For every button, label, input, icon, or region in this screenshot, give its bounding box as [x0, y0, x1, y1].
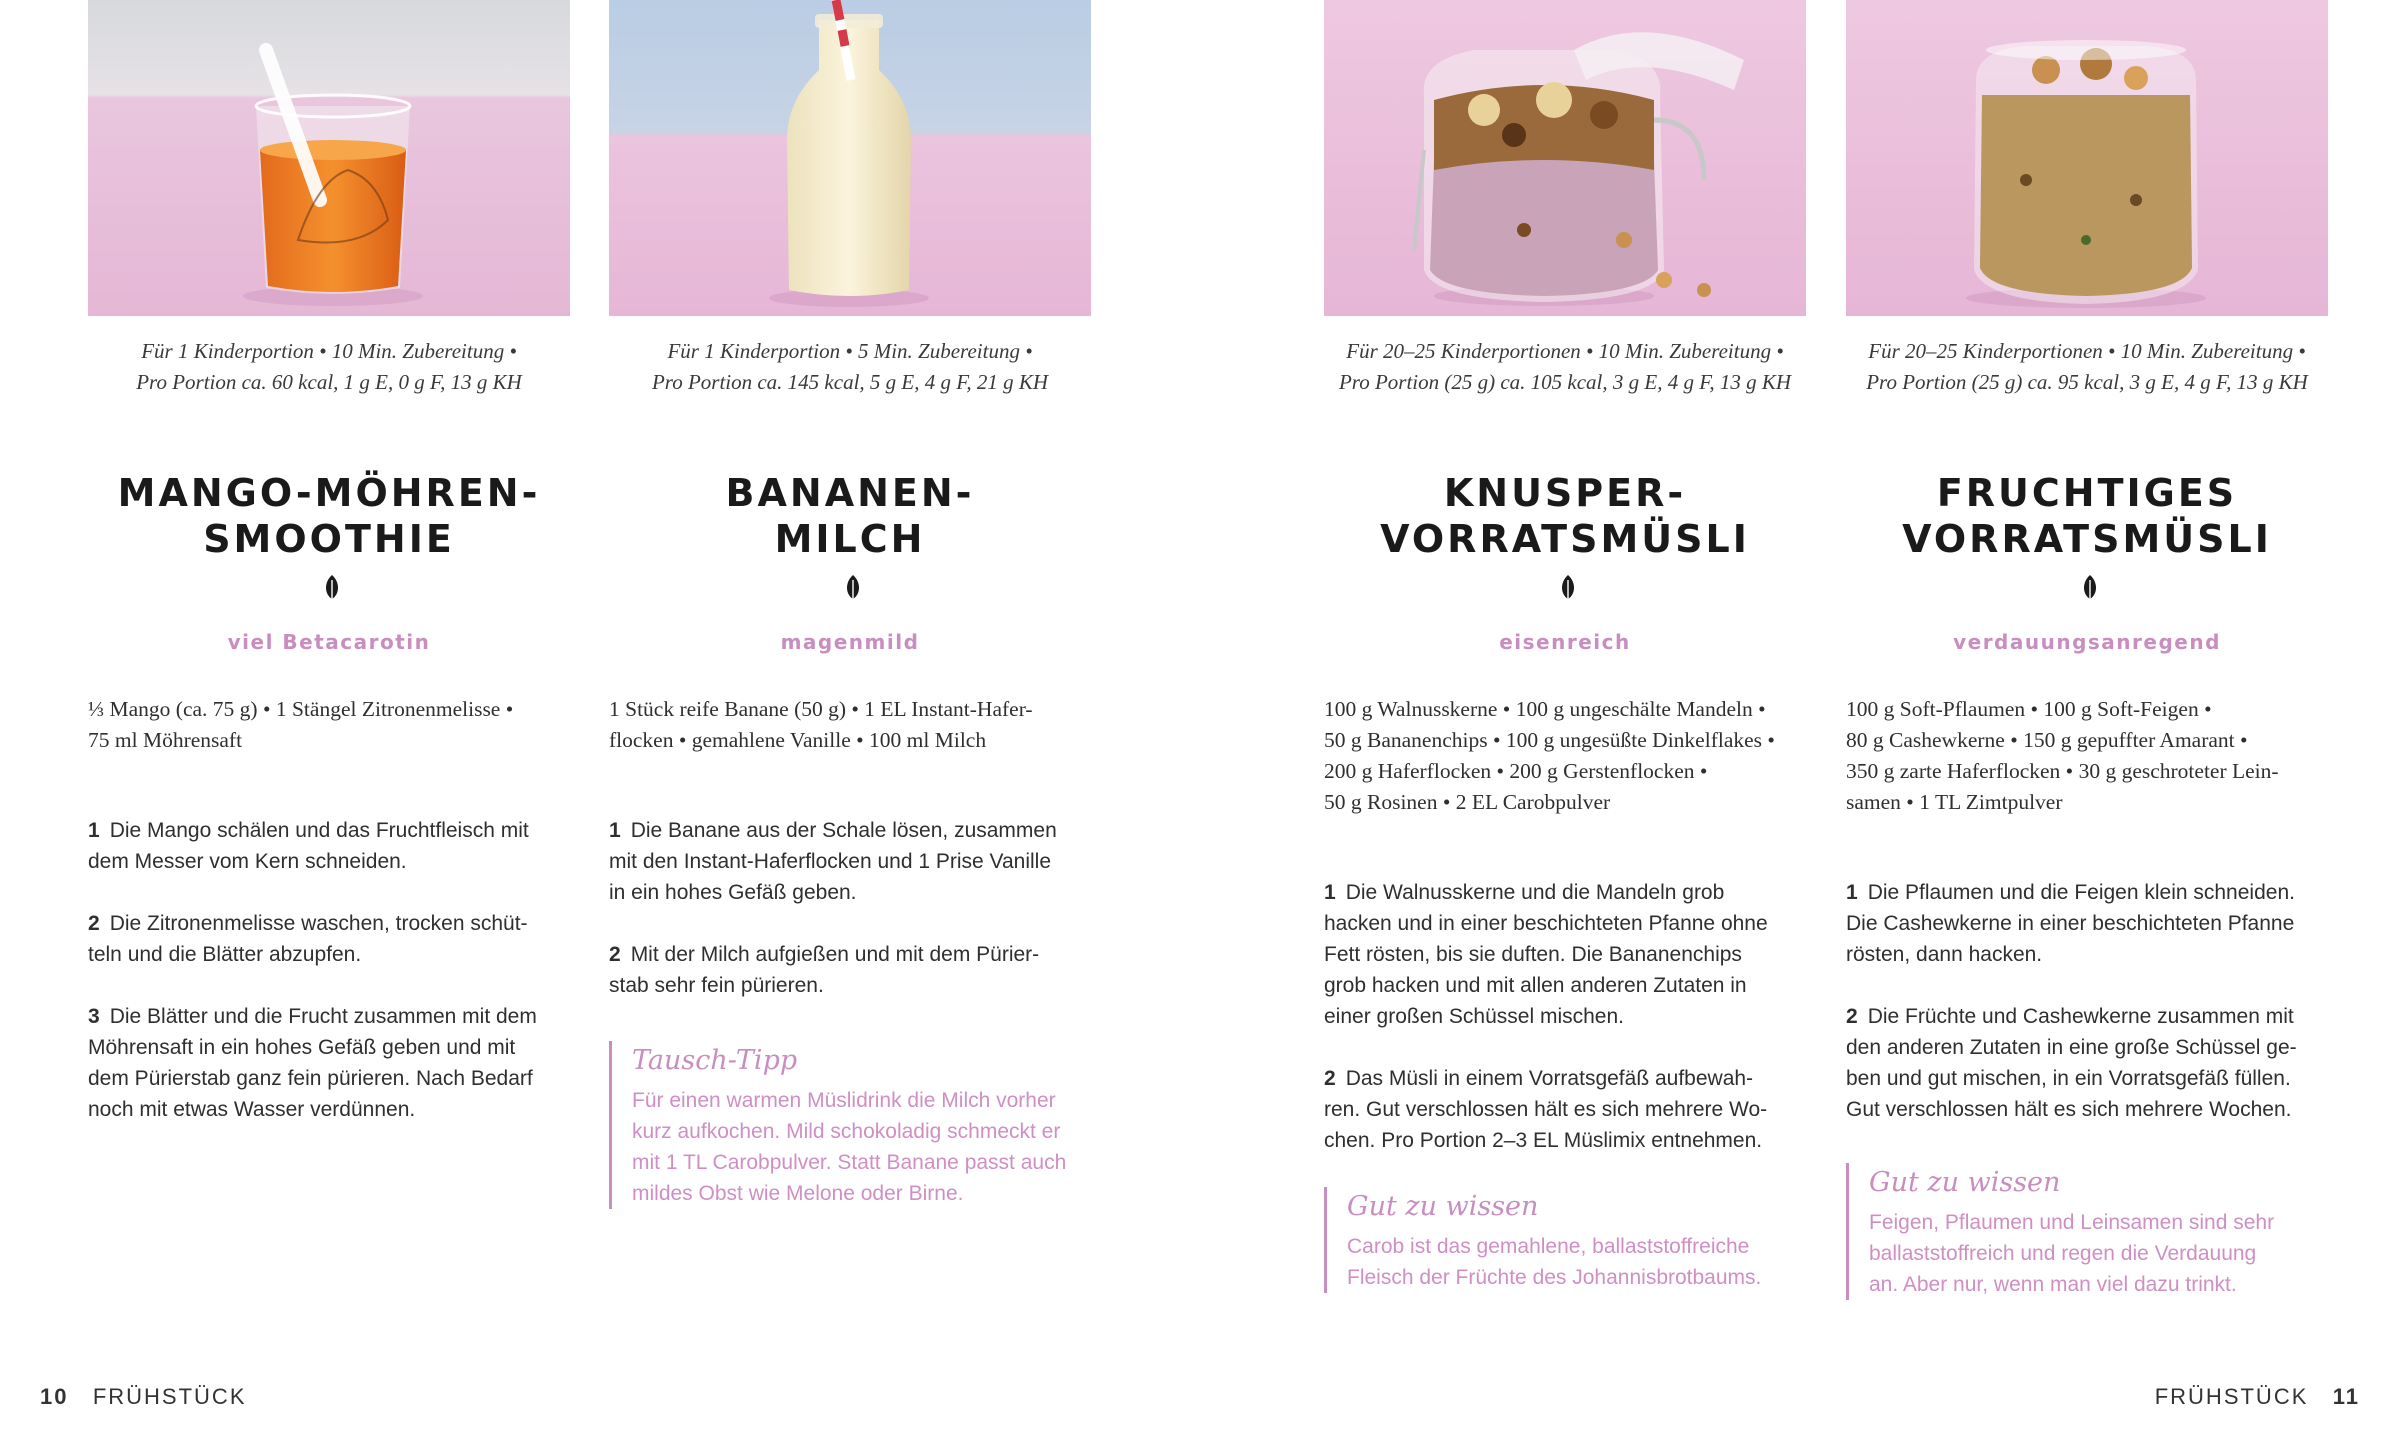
smoothie-glass-illustration — [88, 0, 570, 316]
recipe-title — [1324, 470, 1806, 608]
muesli-jar-illustration — [1846, 0, 2328, 316]
muesli-jar-photo — [1324, 0, 1806, 316]
info-box — [1846, 1163, 2328, 1300]
step-list — [609, 815, 1091, 1001]
recipe-meta — [1846, 336, 2328, 398]
step-text: Die Blätter und die Frucht zusammen mit dem — [109, 1005, 537, 1028]
step-number: 3 — [88, 1005, 100, 1028]
step-text: Möhrensaft in ein hohes Gefäß geben und mit — [88, 1036, 516, 1059]
recipe-fruchtiges-muesli — [1846, 0, 2328, 1300]
recipe-meta — [1324, 336, 1806, 398]
tip-text — [632, 1085, 1091, 1209]
ingredient-line: flocken • gemahlene Vanille • 100 ml Milch — [609, 728, 987, 752]
leaf-icon — [844, 574, 862, 602]
smoothie-glass-photo — [88, 0, 570, 316]
info-box — [1324, 1187, 1806, 1293]
milk-bottle-illustration — [609, 0, 1091, 316]
page-number: 10 — [40, 1384, 69, 1409]
step-text: noch mit etwas Wasser verdünnen. — [88, 1098, 416, 1121]
portion-info: Für 1 Kinderportion • 5 Min. Zubereitung • — [667, 339, 1033, 363]
step — [88, 1001, 570, 1125]
step-number: 1 — [88, 819, 100, 842]
recipe-subtitle: verdauungsanregend — [1953, 630, 2221, 654]
recipe-title-line: VORRATSMÜSLI — [1902, 517, 2272, 561]
ingredient-list — [88, 694, 570, 787]
step-text: Die Banane aus der Schale lösen, zusammen — [630, 819, 1057, 842]
recipe-subtitle: magenmild — [780, 630, 920, 654]
step-number: 2 — [1324, 1067, 1336, 1090]
page-footer-left — [40, 1384, 247, 1410]
step — [1846, 1001, 2328, 1125]
info-line: an. Aber nur, wenn man viel dazu trinkt. — [1869, 1273, 2237, 1296]
step-text: Die Mango schälen und das Fruchtfleisch mit — [109, 819, 529, 842]
step-text: einer großen Schüssel mischen. — [1324, 1005, 1624, 1028]
step-text: hacken und in einer beschichteten Pfanne ohne — [1324, 912, 1768, 935]
milk-bottle-photo — [609, 0, 1091, 316]
step-text: ren. Gut verschlossen hält es sich mehrere Wo- — [1324, 1098, 1768, 1121]
recipe-title-line: BANANEN- — [725, 471, 975, 515]
recipe-title — [88, 470, 570, 608]
step-text: Die Cashewkerne in einer beschichteten Pfanne — [1846, 912, 2295, 935]
ingredient-line: 100 g Walnusskerne • 100 g ungeschälte Mandeln • — [1324, 697, 1766, 721]
recipe-title-line: FRUCHTIGES — [1936, 471, 2238, 515]
info-text — [1347, 1231, 1806, 1293]
step-text: Fett rösten, bis sie duften. Die Bananenchips — [1324, 943, 1742, 966]
nutrition-info: Pro Portion ca. 145 kcal, 5 g E, 4 g F, 21 g KH — [651, 370, 1049, 394]
step-text: Die Pflaumen und die Feigen klein schneiden. — [1867, 881, 2295, 904]
step-text: teln und die Blätter abzupfen. — [88, 943, 362, 966]
step-text: grob hacken und mit allen anderen Zutaten in — [1324, 974, 1747, 997]
ingredient-line: 75 ml Möhrensaft — [88, 728, 243, 752]
page-footer-right — [2155, 1384, 2360, 1410]
tip-line: mildes Obst wie Melone oder Birne. — [632, 1182, 964, 1205]
info-line: Carob ist das gemahlene, ballaststoffreiche — [1347, 1235, 1750, 1258]
step — [88, 815, 570, 877]
tip-line: kurz aufkochen. Mild schokoladig schmeckt er — [632, 1120, 1061, 1143]
leaf-icon — [323, 574, 341, 602]
nutrition-info: Pro Portion (25 g) ca. 95 kcal, 3 g E, 4 g F, 13 g KH — [1866, 370, 2308, 394]
leaf-icon — [1559, 574, 1577, 602]
ingredient-line: 200 g Haferflocken • 200 g Gerstenflocken • — [1324, 759, 1708, 783]
ingredient-line: samen • 1 TL Zimtpulver — [1846, 790, 2063, 814]
ingredient-list — [1324, 694, 1806, 849]
step-text: Das Müsli in einem Vorratsgefäß aufbewah- — [1345, 1067, 1754, 1090]
ingredient-line: 50 g Bananenchips • 100 g ungesüßte Dinkelflakes • — [1324, 728, 1775, 752]
step — [1846, 877, 2328, 970]
recipe-title-line: SMOOTHIE — [203, 517, 455, 561]
step-number: 2 — [88, 912, 100, 935]
step-list — [1324, 877, 1806, 1156]
muesli-jar-photo — [1846, 0, 2328, 316]
step-text: chen. Pro Portion 2–3 EL Müslimix entnehmen. — [1324, 1129, 1763, 1152]
step-list — [88, 815, 570, 1125]
step-text: ben und gut mischen, in ein Vorratsgefäß füllen. — [1846, 1067, 2291, 1090]
section-name: FRÜHSTÜCK — [92, 1384, 247, 1409]
portion-info: Für 20–25 Kinderportionen • 10 Min. Zubereitung • — [1868, 339, 2306, 363]
ingredient-line: 80 g Cashewkerne • 150 g gepuffter Amarant • — [1846, 728, 2248, 752]
nutrition-info: Pro Portion ca. 60 kcal, 1 g E, 0 g F, 13 g KH — [136, 370, 522, 394]
step — [609, 939, 1091, 1001]
info-line: Fleisch der Früchte des Johannisbrotbaums. — [1347, 1266, 1762, 1289]
recipe-title-line: KNUSPER- — [1443, 471, 1687, 515]
ingredient-line: 100 g Soft-Pflaumen • 100 g Soft-Feigen • — [1846, 697, 2212, 721]
ingredient-line: 350 g zarte Haferflocken • 30 g geschroteter Lein- — [1846, 759, 2279, 783]
step-text: dem Messer vom Kern schneiden. — [88, 850, 407, 873]
step-text: Die Walnusskerne und die Mandeln grob — [1345, 881, 1725, 904]
step-number: 2 — [1846, 1005, 1858, 1028]
portion-info: Für 1 Kinderportion • 10 Min. Zubereitung • — [141, 339, 517, 363]
leaf-icon — [2081, 574, 2099, 602]
recipe-title-line: MILCH — [774, 517, 926, 561]
recipe-knusper-muesli — [1324, 0, 1806, 1293]
step-text: rösten, dann hacken. — [1846, 943, 2043, 966]
section-name: FRÜHSTÜCK — [2154, 1384, 2309, 1409]
ingredient-line: 1 Stück reife Banane (50 g) • 1 EL Instant-Hafer- — [609, 697, 1033, 721]
portion-info: Für 20–25 Kinderportionen • 10 Min. Zubereitung • — [1346, 339, 1784, 363]
step-text: den anderen Zutaten in eine große Schüssel ge- — [1846, 1036, 2297, 1059]
nutrition-info: Pro Portion (25 g) ca. 105 kcal, 3 g E, 4 g F, 13 g KH — [1338, 370, 1792, 394]
recipe-title-line: VORRATSMÜSLI — [1380, 517, 1750, 561]
recipe-bananenmilch — [609, 0, 1091, 1209]
ingredient-line: 50 g Rosinen • 2 EL Carobpulver — [1324, 790, 1611, 814]
info-title: Gut zu wissen — [1347, 1191, 1539, 1222]
tip-box — [609, 1041, 1091, 1209]
step-list — [1846, 877, 2328, 1125]
info-text — [1869, 1207, 2328, 1300]
step-text: Die Früchte und Cashewkerne zusammen mit — [1867, 1005, 2294, 1028]
step-number: 1 — [1846, 881, 1858, 904]
tip-line: Für einen warmen Müslidrink die Milch vorher — [632, 1089, 1056, 1112]
ingredient-list — [1846, 694, 2328, 849]
step-text: Mit der Milch aufgießen und mit dem Pürier- — [630, 943, 1040, 966]
step-number: 1 — [1324, 881, 1336, 904]
step-text: stab sehr fein pürieren. — [609, 974, 824, 997]
step-number: 2 — [609, 943, 621, 966]
step — [609, 815, 1091, 908]
tip-title: Tausch-Tipp — [632, 1045, 798, 1076]
muesli-jar-illustration — [1324, 0, 1806, 316]
tip-line: mit 1 TL Carobpulver. Statt Banane passt auch — [632, 1151, 1067, 1174]
recipe-mango-smoothie — [88, 0, 570, 1156]
recipe-title — [609, 470, 1091, 608]
recipe-meta — [609, 336, 1091, 398]
step-text: Gut verschlossen hält es sich mehrere Wochen. — [1846, 1098, 2292, 1121]
step-text: mit den Instant-Haferflocken und 1 Prise Vanille — [609, 850, 1052, 873]
recipe-subtitle: viel Betacarotin — [227, 630, 431, 654]
recipe-subtitle: eisenreich — [1499, 630, 1631, 654]
ingredient-list — [609, 694, 1091, 787]
info-line: ballaststoffreich und regen die Verdauung — [1869, 1242, 2257, 1265]
step-number: 1 — [609, 819, 621, 842]
step-text: in ein hohes Gefäß geben. — [609, 881, 857, 904]
step — [88, 908, 570, 970]
step — [1324, 1063, 1806, 1156]
step-text: Die Zitronenmelisse waschen, trocken schüt- — [109, 912, 528, 935]
ingredient-line: ⅓ Mango (ca. 75 g) • 1 Stängel Zitronenmelisse • — [88, 697, 514, 721]
page-number: 11 — [2332, 1384, 2360, 1409]
recipe-meta — [88, 336, 570, 398]
info-line: Feigen, Pflaumen und Leinsamen sind sehr — [1869, 1211, 2275, 1234]
step-text: dem Pürierstab ganz fein pürieren. Nach Bedarf — [88, 1067, 533, 1090]
step — [1324, 877, 1806, 1032]
recipe-title — [1846, 470, 2328, 608]
info-title: Gut zu wissen — [1869, 1167, 2061, 1198]
recipe-title-line: MANGO-MÖHREN- — [117, 471, 541, 515]
